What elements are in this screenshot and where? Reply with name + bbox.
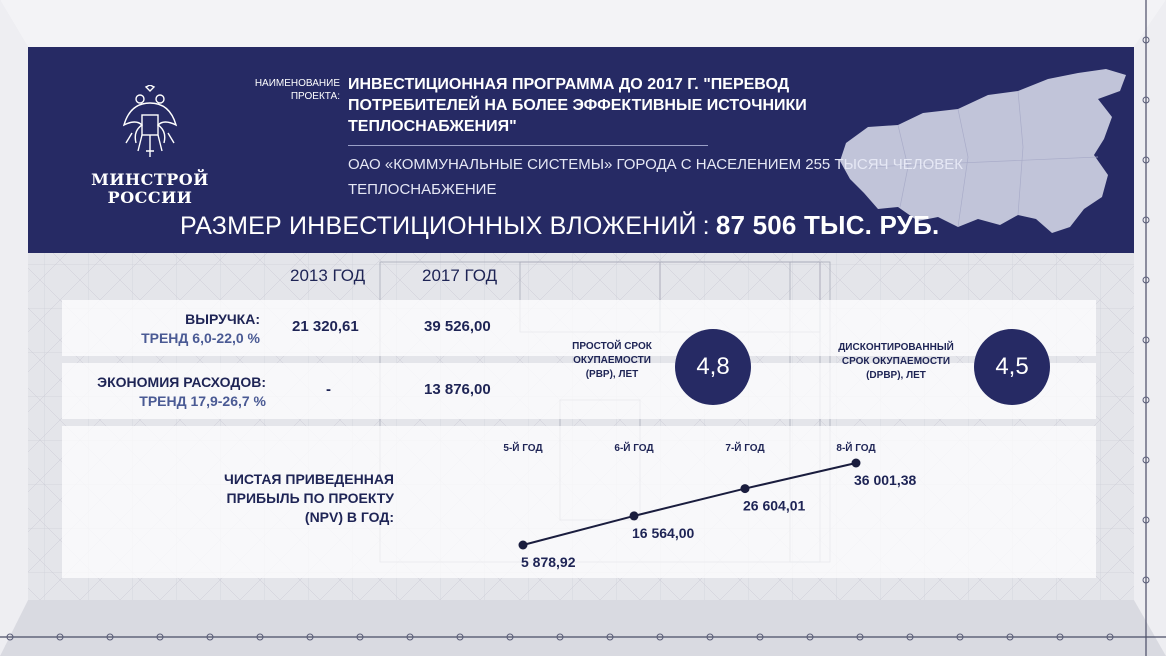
npv-category-label-4: 8-Й ГОД [836, 443, 876, 454]
npv-point-4 [852, 459, 861, 468]
savings-trend: ТРЕНД 17,9-26,7 % [139, 393, 266, 409]
sector-name: ТЕПЛОСНАБЖЕНИЕ [348, 181, 497, 198]
npv-category-label-2: 6-Й ГОД [614, 443, 654, 454]
npv-value-label-2: 16 564,00 [632, 524, 695, 541]
npv-chart-title: ЧИСТАЯ ПРИВЕДЕННАЯ ПРИБЫЛЬ ПО ПРОЕКТУ (NPV) В ГОД: [223, 471, 394, 525]
revenue-2017-value: 39 526,00 [424, 318, 491, 335]
revenue-trend: ТРЕНД 6,0-22,0 % [141, 330, 260, 346]
logo-line-1: МИНСТРОЙ [91, 170, 209, 189]
npv-category-label-3: 7-Й ГОД [725, 443, 765, 454]
investment-label: РАЗМЕР ИНВЕСТИЦИОННЫХ ВЛОЖЕНИЙ [180, 212, 697, 240]
investment-colon: : [702, 212, 710, 240]
savings-2017-value: 13 876,00 [424, 381, 491, 398]
savings-2013-value: - [326, 381, 331, 398]
company-name: ОАО «КОММУНАЛЬНЫЕ СИСТЕМЫ» ГОРОДА С НАСЕЛЕНИЕМ 255 ТЫСЯЧ ЧЕЛОВЕК [348, 156, 963, 173]
year-header-2017: 2017 ГОД [422, 266, 498, 285]
project-title: ИНВЕСТИЦИОННАЯ ПРОГРАММА ДО 2017 Г. "ПЕРЕВОД ПОТРЕБИТЕЛЕЙ НА БОЛЕЕ ЭФФЕКТИВНЫЕ ИСТОЧНИКИ ТЕПЛОСНАБЖЕНИЯ" [348, 76, 807, 135]
pbp-label: ПРОСТОЙ СРОК ОКУПАЕМОСТИ (PBP), ЛЕТ [572, 341, 652, 380]
revenue-title: ВЫРУЧКА: [185, 311, 260, 327]
pbp-value-circle: 4,8 [675, 329, 751, 405]
year-header-2013: 2013 ГОД [290, 266, 366, 285]
npv-value-label-3: 26 604,01 [743, 497, 806, 514]
npv-point-3 [741, 484, 750, 493]
logo-line-2: РОССИИ [107, 188, 193, 207]
savings-title: ЭКОНОМИЯ РАСХОДОВ: [97, 374, 266, 390]
project-name-label: НАИМЕНОВАНИЕ ПРОЕКТА: [254, 78, 340, 102]
npv-point-2 [630, 511, 639, 520]
dpbp-label: ДИСКОНТИРОВАННЫЙ СРОК ОКУПАЕМОСТИ (DPBP), ЛЕТ [838, 342, 954, 381]
revenue-2013-value: 21 320,61 [292, 318, 359, 335]
investment-value: 87 506 ТЫС. РУБ. [715, 210, 940, 240]
dpbp-value-circle: 4,5 [974, 329, 1050, 405]
npv-category-label-1: 5-Й ГОД [503, 443, 543, 454]
npv-point-1 [519, 541, 528, 550]
npv-value-label-1: 5 878,92 [521, 554, 576, 570]
npv-value-label-4: 36 001,38 [854, 472, 917, 488]
